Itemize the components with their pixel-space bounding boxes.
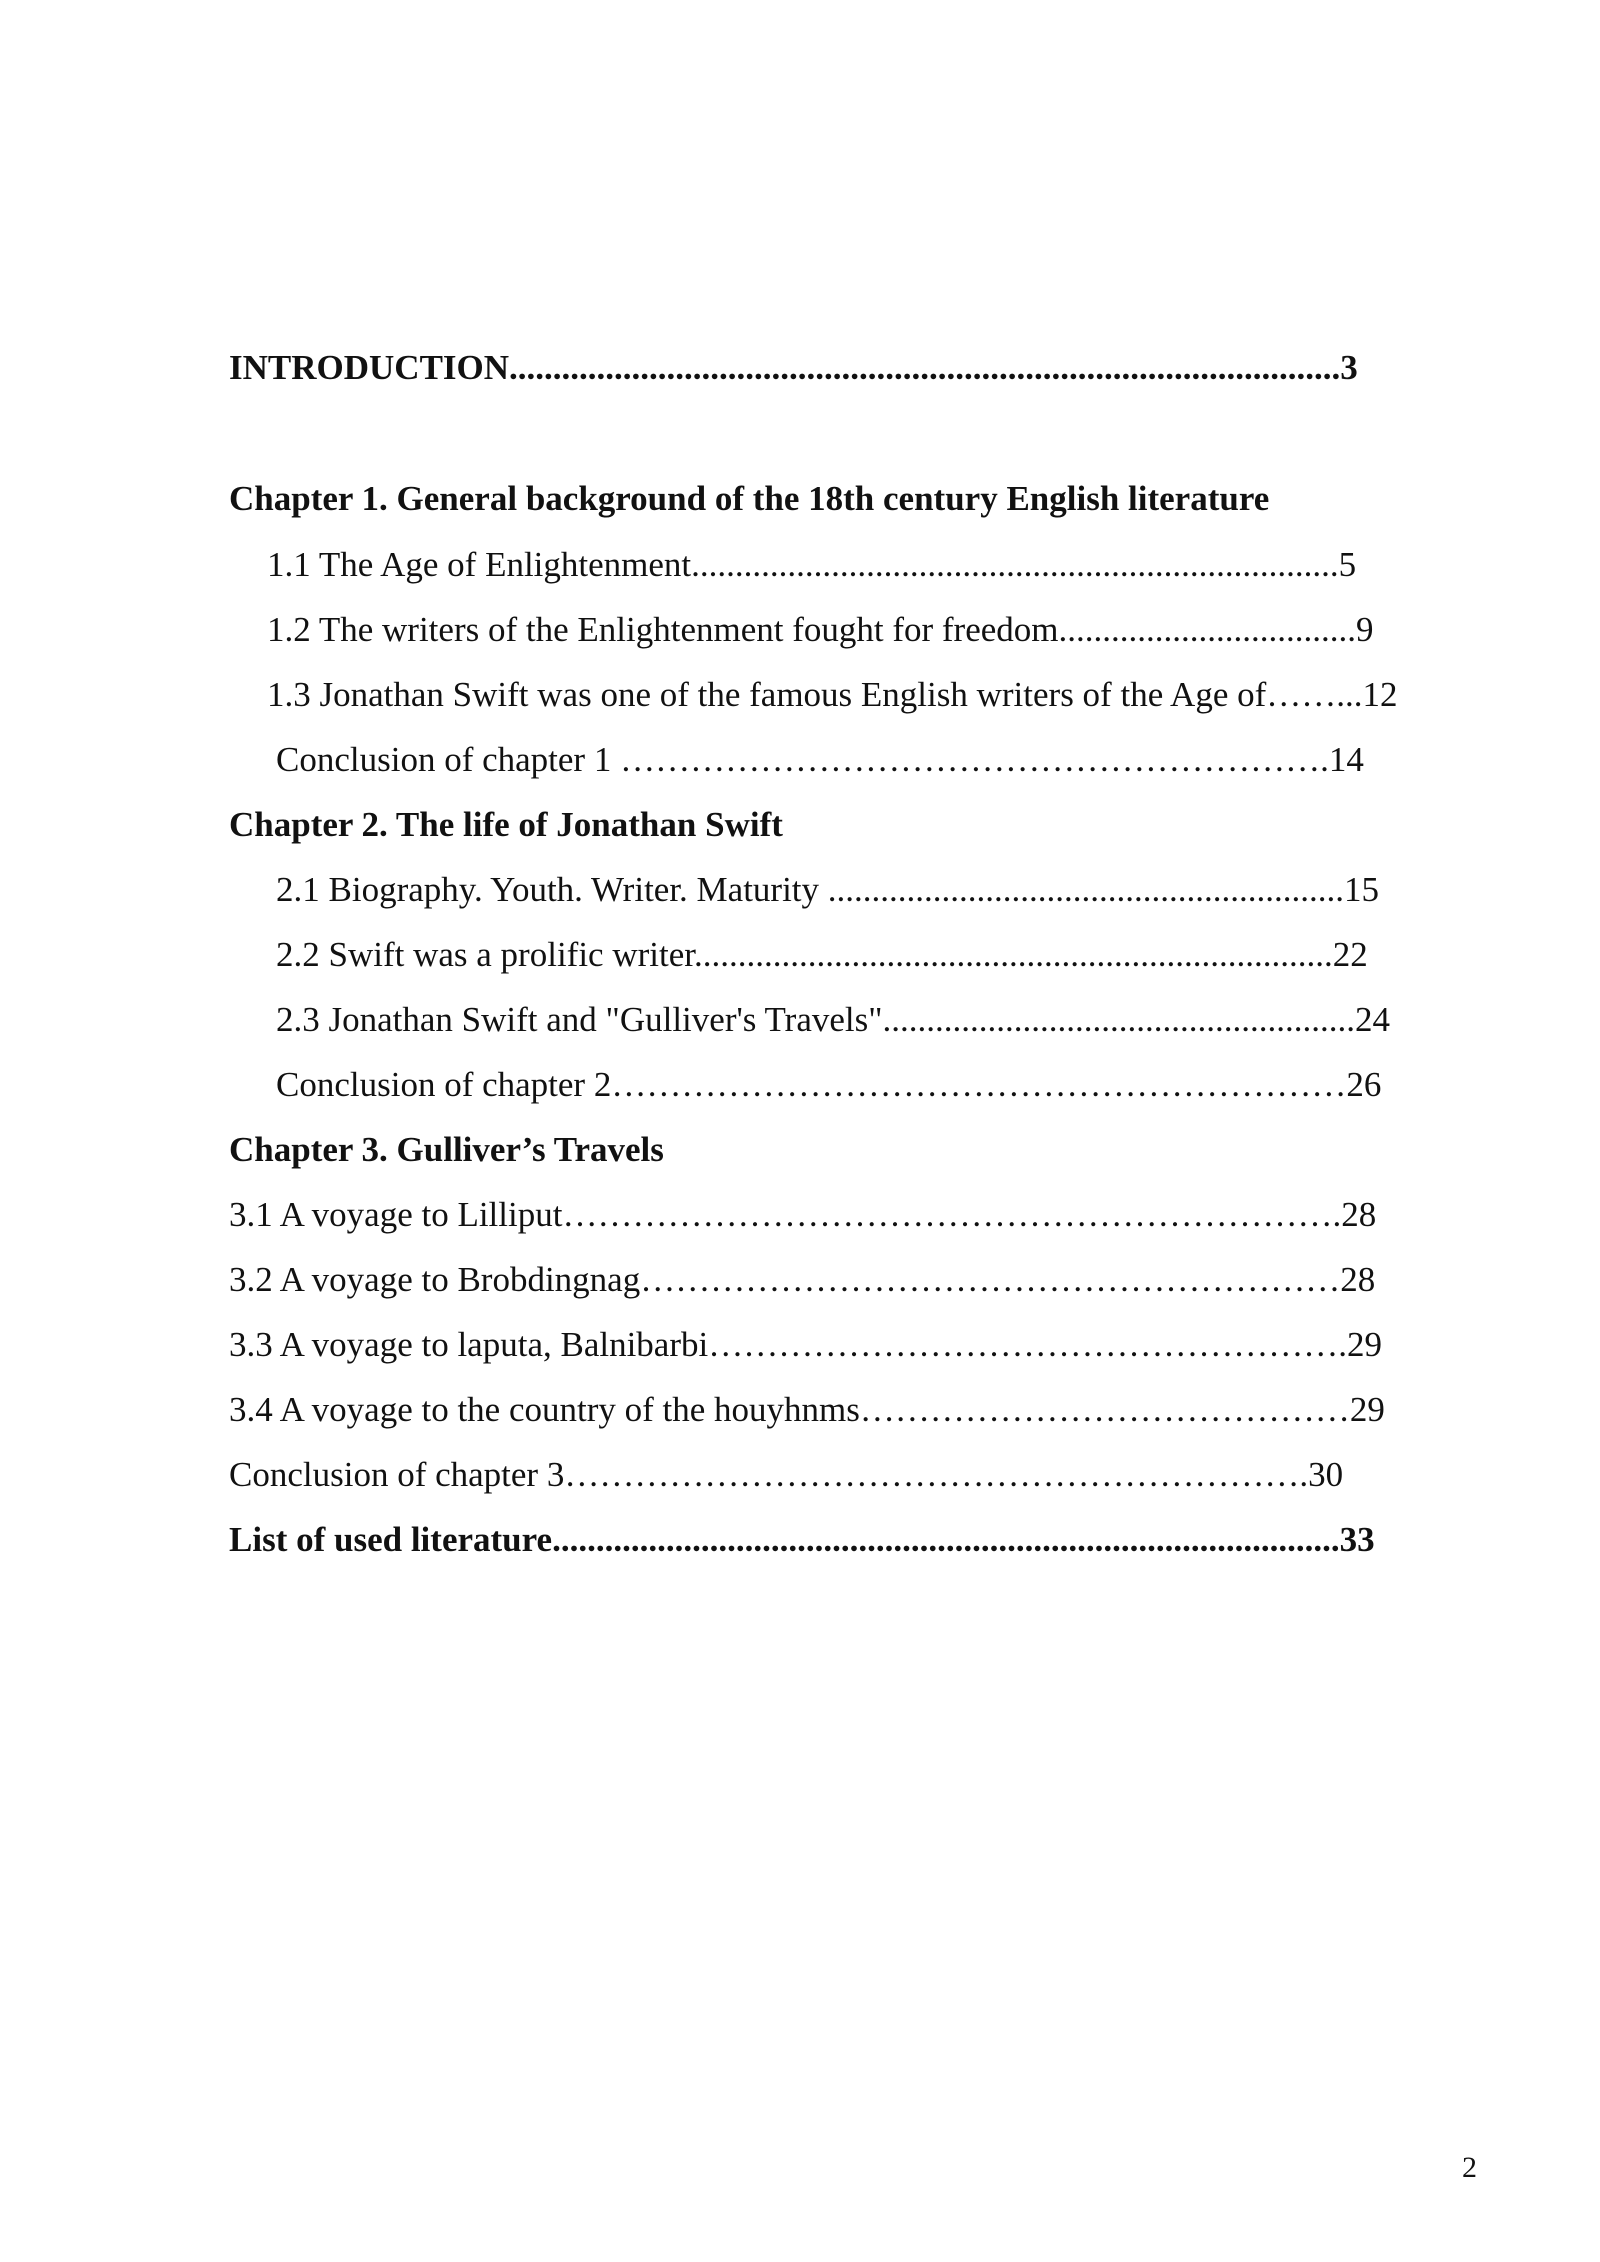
toc-chapter-1-heading: Chapter 1. General background of the 18th century English literature bbox=[229, 479, 1270, 518]
toc-entry-3-1: 3.1 A voyage to Lilliput………………………………………………………….28 bbox=[229, 1195, 1377, 1234]
toc-entry-2-3: 2.3 Jonathan Swift and "Gulliver's Travels"......................................................24 bbox=[276, 1000, 1391, 1039]
toc-entry-1-2: 1.2 The writers of the Enlightenment fought for freedom..................................9 bbox=[267, 610, 1374, 649]
toc-chapter-3-heading: Chapter 3. Gulliver’s Travels bbox=[229, 1130, 664, 1169]
page-number: 2 bbox=[1462, 2151, 1477, 2184]
toc-conclusion-chapter-3: Conclusion of chapter 3……………………………………………………….30 bbox=[229, 1455, 1344, 1494]
toc-chapter-2-heading: Chapter 2. The life of Jonathan Swift bbox=[229, 805, 783, 844]
toc-entry-3-2: 3.2 A voyage to Brobdingnag……………………………………………………28 bbox=[229, 1260, 1376, 1299]
toc-entry-1-3: 1.3 Jonathan Swift was one of the famous English writers of the Age of……...12 bbox=[267, 675, 1398, 714]
toc-entry-2-2: 2.2 Swift was a prolific writer.........................................................................22 bbox=[276, 935, 1368, 974]
toc-entry-2-1: 2.1 Biography. Youth. Writer. Maturity ...........................................................15 bbox=[276, 870, 1380, 909]
toc-entry-3-3: 3.3 A voyage to laputa, Balnibarbi……………………………………………….29 bbox=[229, 1325, 1382, 1364]
toc-entry-3-4: 3.4 A voyage to the country of the houyhnms……………………………………29 bbox=[229, 1390, 1385, 1429]
toc-conclusion-chapter-2: Conclusion of chapter 2………………………………………………………26 bbox=[276, 1065, 1382, 1104]
toc-conclusion-chapter-1: Conclusion of chapter 1 …………………………………………………….14 bbox=[276, 740, 1364, 779]
toc-introduction: INTRODUCTION...............................................................................................3 bbox=[229, 348, 1358, 387]
toc-list-of-used-literature: List of used literature..........................................................................................33 bbox=[229, 1520, 1375, 1559]
toc-entry-1-1: 1.1 The Age of Enlightenment..........................................................................5 bbox=[267, 545, 1357, 584]
